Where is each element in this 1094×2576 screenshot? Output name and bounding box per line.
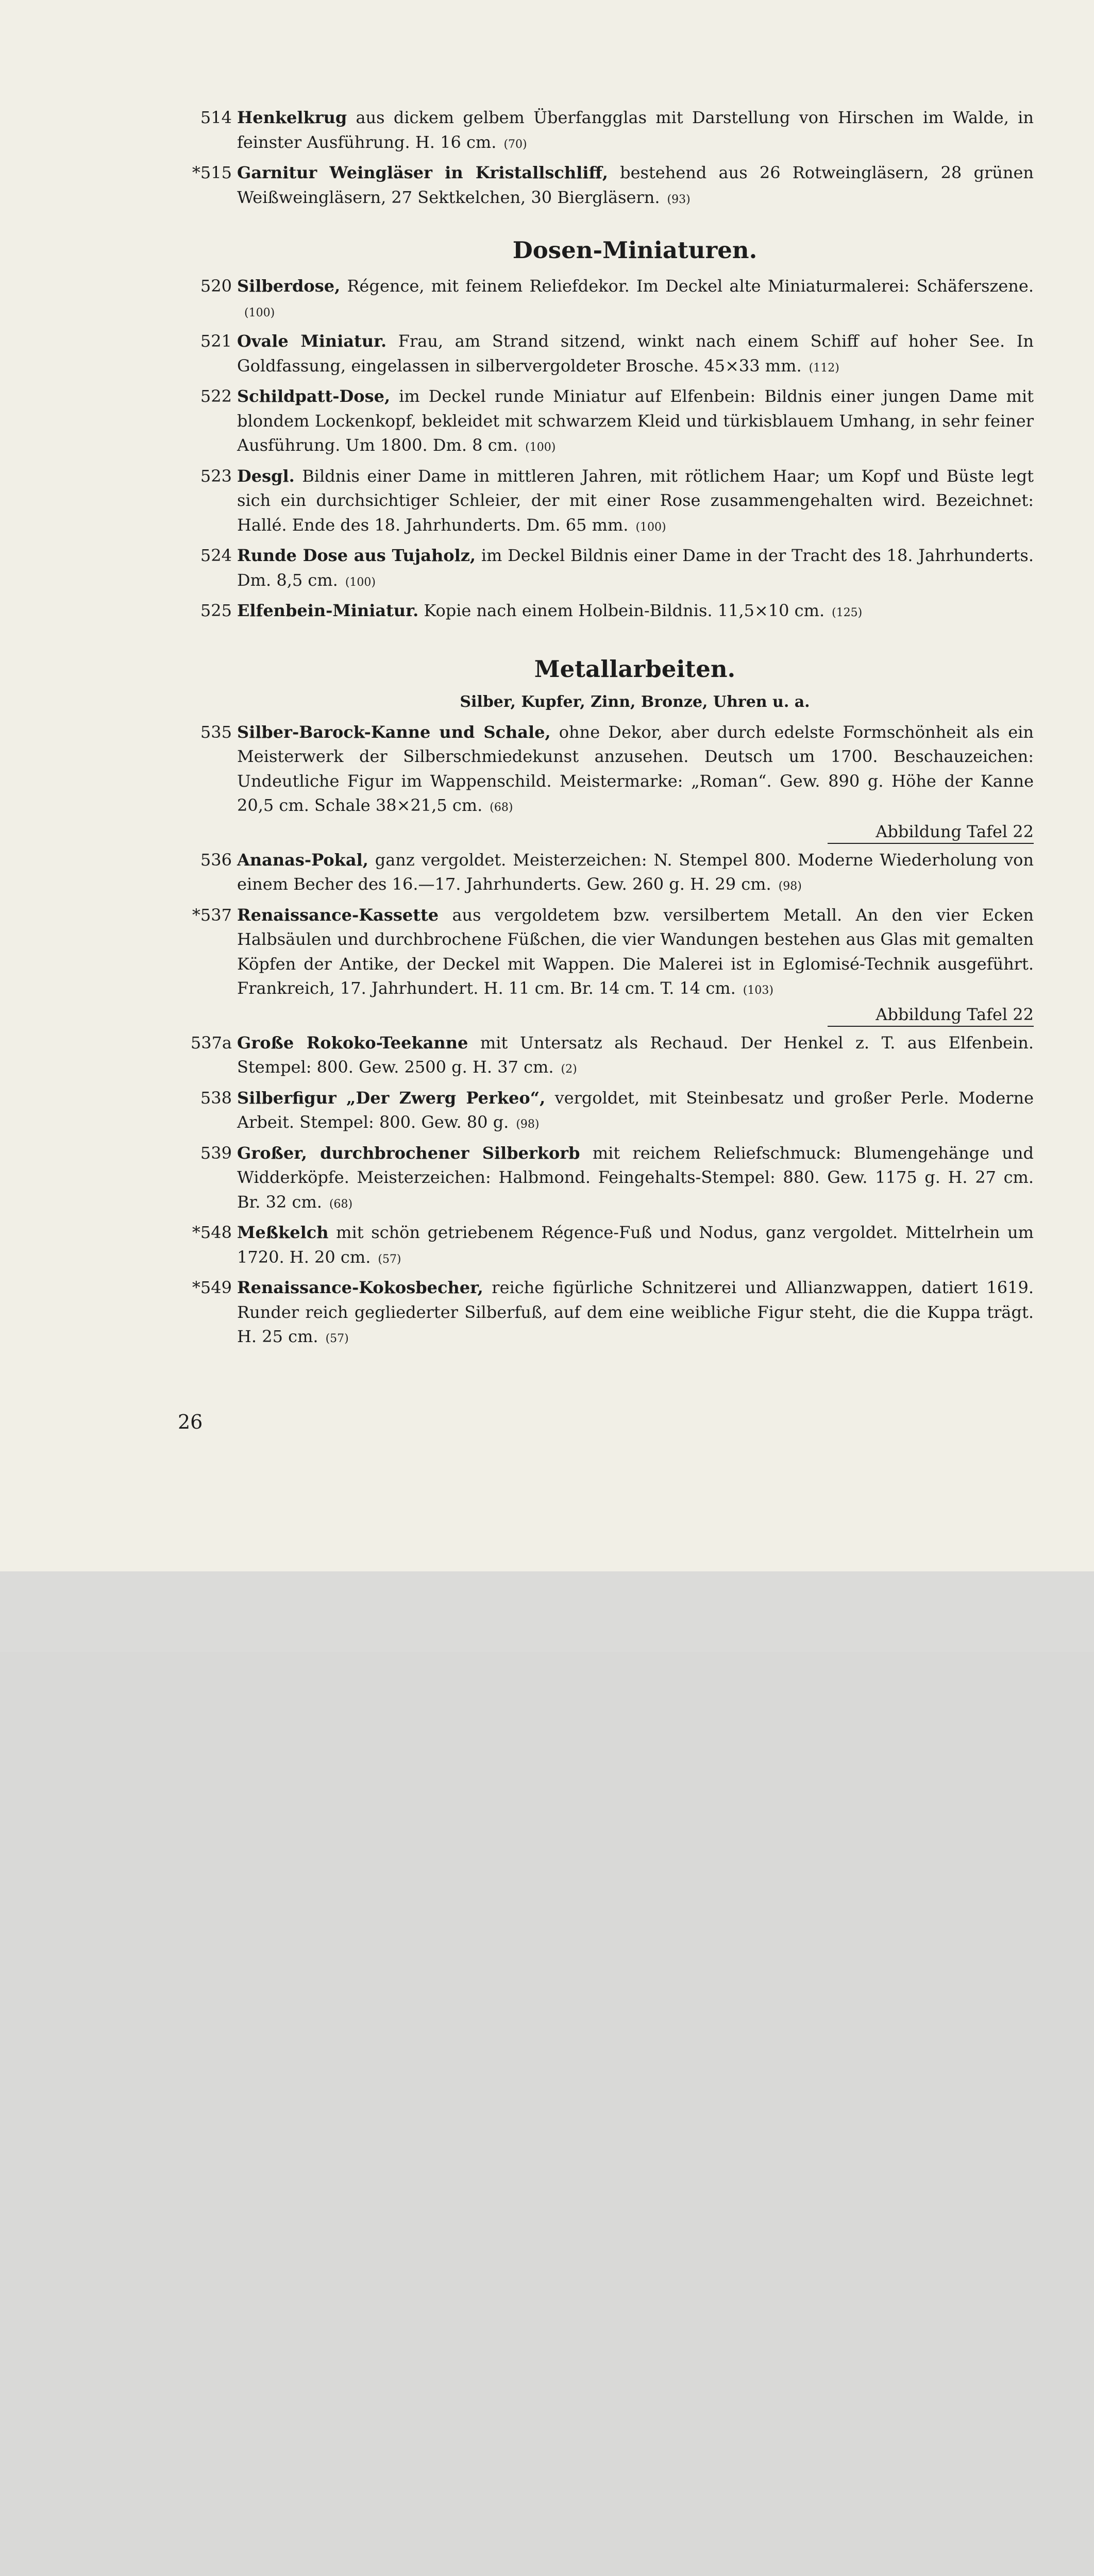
lot-title: Großer, durchbrochener Silberkorb — [237, 1143, 580, 1163]
lot-description: im Deckel runde Miniatur auf Elfenbein: Bildnis einer jungen Dame mit blondem Lockenkopf, bekleidet mit schwarzem Kleid und türkisblauem Umhang, in sehr feiner Ausführung. Um 1800. Dm. 8 cm. — [237, 386, 1034, 455]
catalog-entry — [192, 903, 1034, 1027]
viewer-footer — [0, 1571, 1094, 1652]
catalog-entry — [190, 1031, 1034, 1082]
lot-reference: (57) — [378, 1252, 401, 1266]
catalog-entry — [192, 1276, 1034, 1351]
lot-reference: (68) — [490, 801, 513, 814]
page-number: 26 — [178, 1411, 203, 1433]
lot-number: 539 — [200, 1143, 232, 1163]
lot-reference: (125) — [832, 606, 863, 619]
catalog-entry — [195, 1141, 1034, 1217]
catalog-entry — [195, 544, 1034, 595]
catalog-entry — [195, 106, 1034, 157]
lot-reference: (100) — [525, 441, 556, 454]
lot-title: Desgl. — [237, 466, 295, 486]
catalog-entry — [195, 720, 1034, 844]
lot-title: Renaissance-Kassette — [237, 905, 439, 925]
lot-number: 525 — [200, 601, 232, 620]
lot-title: Große Rokoko-Teekanne — [237, 1032, 468, 1053]
lot-number: *549 — [192, 1278, 232, 1297]
catalog-entry — [192, 1221, 1034, 1272]
lot-title: Silber-Barock-Kanne und Schale, — [237, 722, 551, 742]
lot-number: *515 — [192, 163, 232, 182]
lot-reference: (98) — [778, 880, 802, 893]
lot-number: *537 — [192, 905, 232, 925]
entries-metall — [190, 720, 1034, 1351]
lot-number: 535 — [200, 722, 232, 742]
catalog-entry — [195, 384, 1034, 460]
lot-number: 523 — [200, 466, 232, 486]
section-subtitle-metall: Silber, Kupfer, Zinn, Bronze, Uhren u. a. — [460, 692, 810, 711]
lot-description: aus dickem gelbem Überfangglas mit Darstellung von Hirschen im Walde, in feinster Ausführung. H. 16 cm. — [237, 108, 1034, 152]
lot-reference: (2) — [561, 1063, 577, 1076]
catalog-entry — [195, 329, 1034, 380]
catalog-entry — [195, 464, 1034, 540]
lot-title: Renaissance-Kokosbecher, — [237, 1278, 483, 1297]
lot-title: Ovale Miniatur. — [237, 331, 387, 351]
catalog-entry — [195, 848, 1034, 899]
catalog-entry — [195, 1086, 1034, 1137]
lot-description: bestehend aus 26 Rotweingläsern, 28 grünen Weißweingläsern, 27 Sektkelchen, 30 Biergläsern. — [237, 163, 1034, 207]
lot-title: Henkelkrug — [237, 108, 347, 127]
lot-description: ohne Dekor, aber durch edelste Formschönheit als ein Meisterwerk der Silberschmiedekunst anzusehen. Deutsch um 1700. Beschauzeichen: Undeutliche Figur im Wappenschild. Meistermarke: „Roman“. Gew. 890 g. Höhe der Kanne 20,5 cm. Schale 38×21,5 cm. — [237, 722, 1034, 815]
lot-number: 522 — [200, 386, 232, 406]
lot-description: aus vergoldetem bzw. versilbertem Metall. An den vier Ecken Halbsäulen und durchbrochene Füßchen, die vier Wandungen bestehen aus Glas mit gemalten Köpfen der Antike, der Deckel mit Wappen. Die Malerei ist in Eglomisé-Technik ausgeführt. Frankreich, 17. Jahrhundert. H. 11 cm. Br. 14 cm. T. 14 cm. — [237, 905, 1034, 998]
catalog-content — [190, 106, 1034, 1355]
catalog-entry — [195, 274, 1034, 325]
lot-description: Bildnis einer Dame in mittleren Jahren, mit rötlichem Haar; um Kopf und Büste legt sich ein durchsichtiger Schleier, der mit einer Rose zusammengehalten wird. Bezeichnet: Hallé. Ende des 18. Jahrhunderts. Dm. 65 mm. — [237, 466, 1034, 535]
lot-title: Silberdose, — [237, 276, 341, 296]
lot-reference: (70) — [503, 138, 527, 151]
lot-description: im Deckel Bildnis einer Dame in der Tracht des 18. Jahrhunderts. Dm. 8,5 cm. — [237, 546, 1034, 590]
lot-description: Frau, am Strand sitzend, winkt nach einem Schiff auf hoher See. In Goldfassung, eingelassen in silbervergoldeter Brosche. 45×33 mm. — [237, 331, 1034, 376]
lot-number: 521 — [200, 331, 232, 351]
lot-description: mit reichem Reliefschmuck: Blumengehänge und Widderköpfe. Meisterzeichen: Halbmond. Feingehalts-Stempel: 880. Gew. 1175 g. H. 27 cm. Br. 32 cm. — [237, 1143, 1034, 1212]
lot-reference: (98) — [516, 1118, 540, 1131]
lot-description: reiche figürliche Schnitzerei und Allianzwappen, datiert 1619. Runder reich gegliederter Silberfuß, auf dem eine weibliche Figur steht, die die Kuppa trägt. H. 25 cm. — [237, 1278, 1034, 1346]
lot-title: Runde Dose aus Tujaholz, — [237, 546, 476, 565]
lot-number: 514 — [200, 108, 232, 127]
lot-reference: (57) — [325, 1332, 349, 1345]
lot-reference: (112) — [809, 361, 839, 375]
lot-description: ganz vergoldet. Meisterzeichen: N. Stempel 800. Moderne Wiederholung von einem Becher des 16.—17. Jahrhunderts. Gew. 260 g. H. 29 cm. — [237, 850, 1034, 894]
lot-reference: (93) — [667, 193, 691, 206]
lot-reference: (103) — [743, 984, 773, 997]
lot-number: 536 — [200, 850, 232, 870]
lot-number: 520 — [200, 276, 232, 296]
catalog-entry — [192, 161, 1034, 212]
lot-title: Elfenbein-Miniatur. — [237, 601, 419, 620]
lot-number: 538 — [200, 1088, 232, 1108]
lot-title: Silberfigur „Der Zwerg Perkeo“, — [237, 1088, 546, 1108]
lot-number: 537a — [190, 1032, 232, 1053]
section-title-metall: Metallarbeiten. — [534, 655, 736, 683]
lot-reference: (100) — [244, 306, 275, 319]
lot-description: mit Untersatz als Rechaud. Der Henkel z. T. aus Elfenbein. Stempel: 800. Gew. 2500 g. H. 37 cm. — [237, 1032, 1034, 1077]
lot-number: *548 — [192, 1223, 232, 1242]
lot-title: Schildpatt-Dose, — [237, 386, 391, 406]
lot-number: 524 — [200, 546, 232, 565]
lot-reference: (100) — [635, 520, 666, 534]
lot-description: mit schön getriebenem Régence-Fuß und Nodus, ganz vergoldet. Mittelrhein um 1720. H. 20 cm. — [237, 1223, 1034, 1267]
entries-dosen — [195, 274, 1034, 625]
lot-reference: (100) — [345, 575, 376, 589]
catalog-entry — [195, 599, 1034, 625]
lot-title: Ananas-Pokal, — [237, 850, 368, 870]
lot-reference: (68) — [329, 1197, 353, 1211]
lot-title: Garnitur Weingläser in Kristallschliff, — [237, 163, 608, 182]
section-title-dosen: Dosen-Miniaturen. — [512, 236, 758, 264]
lot-description: vergoldet, mit Steinbesatz und großer Perle. Moderne Arbeit. Stempel: 800. Gew. 80 g. — [237, 1088, 1034, 1132]
plate-reference: Abbildung Tafel 22 — [828, 1003, 1034, 1027]
lot-title: Meßkelch — [237, 1223, 329, 1242]
plate-reference: Abbildung Tafel 22 — [828, 820, 1034, 844]
lot-description: Kopie nach einem Holbein-Bildnis. 11,5×10 cm. — [418, 601, 825, 620]
entries-top — [192, 106, 1034, 212]
lot-description: Régence, mit feinem Reliefdekor. Im Deckel alte Miniaturmalerei: Schäferszene. — [340, 276, 1034, 296]
